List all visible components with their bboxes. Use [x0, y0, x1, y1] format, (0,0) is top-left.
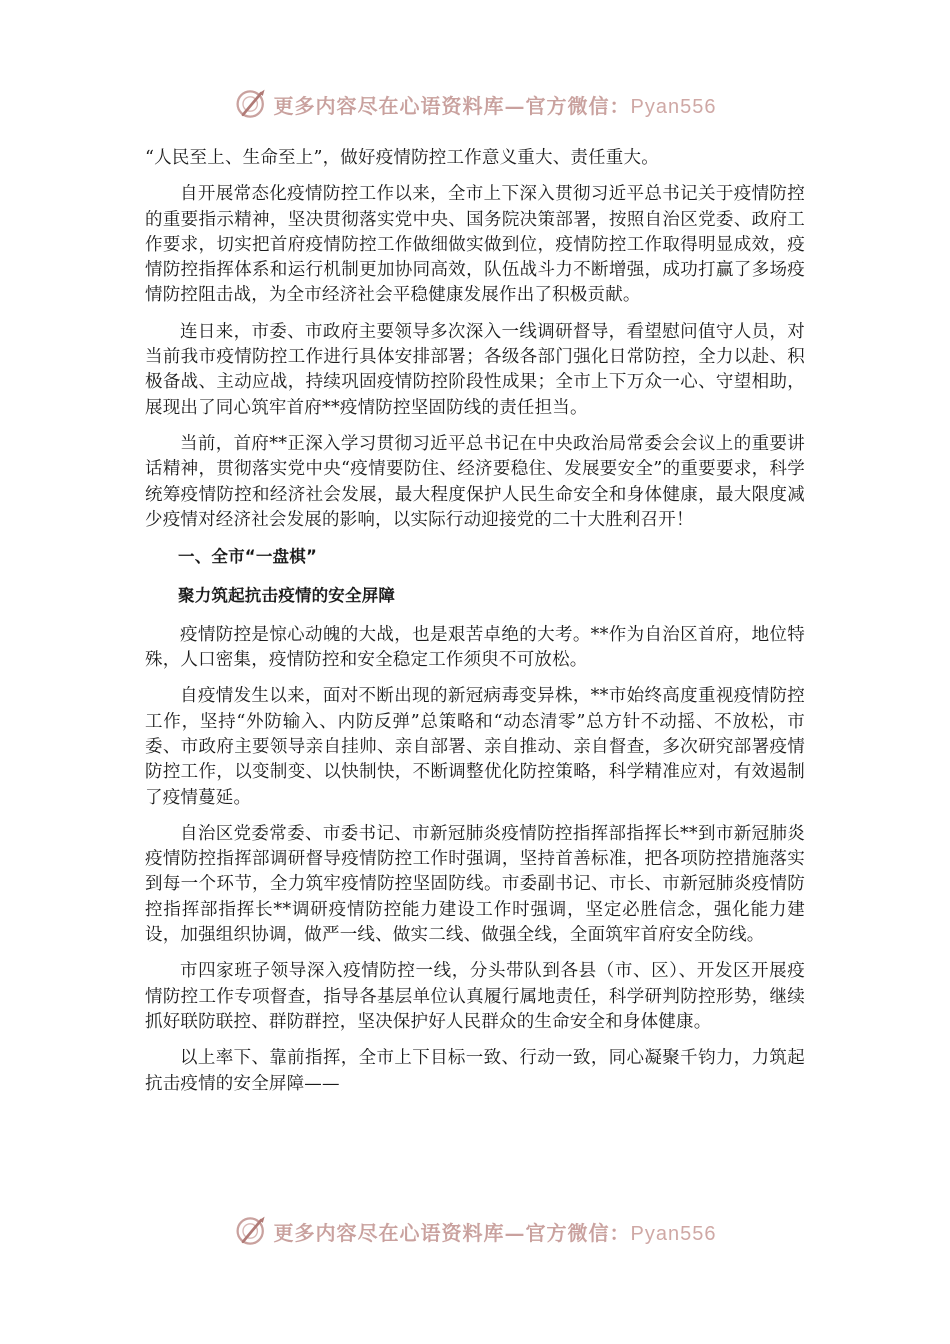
- paragraph-continued: “人民至上、生命至上”，做好疫情防控工作意义重大、责任重大。: [145, 148, 659, 168]
- watermark-wechat-id: Pyan556: [630, 95, 717, 118]
- watermark-label: 更多内容尽在心语资料库—官方微信：: [273, 1220, 631, 1245]
- paragraph: 自治区党委常委、市委书记、市新冠肺炎疫情防控指挥部指挥长**到市新冠肺炎疫情防控指挥部调研督导疫情防控工作时强调，坚持首善标准，把各项防控措施落实到每一个环节，全力筑牢疫情防控坚固防线。市委副书记、市长、市新冠肺炎疫情防控指挥部指挥长**调研疫情防控能力建设工作时强调，坚定必胜信念，强化能力建设，加强组织协调，做严一线、做实二线、做强全线，全面筑牢首府安全防线。: [145, 823, 805, 946]
- section-heading: 一、全市“一盘棋”: [178, 547, 317, 567]
- paragraph: 疫情防控是惊心动魄的大战，也是艰苦卓绝的大考。**作为自治区首府，地位特殊，人口密集，疫情防控和安全稳定工作须臾不可放松。: [145, 624, 805, 671]
- watermark-banner-bottom: [0, 1211, 950, 1251]
- paragraph: 自开展常态化疫情防控工作以来，全市上下深入贯彻习近平总书记关于疫情防控的重要指示精神，坚决贯彻落实党中央、国务院决策部署，按照自治区党委、政府工作要求，切实把首府疫情防控工作做细做实做到位，疫情防控工作取得明显成效，疫情防控指挥体系和运行机制更加协同高效，队伍战斗力不断增强，成功打赢了多场疫情防控阻击战，为全市经济社会平稳健康发展作出了积极贡献。: [145, 184, 805, 306]
- watermark-banner-top: [0, 84, 950, 124]
- paragraph: 以上率下、靠前指挥，全市上下目标一致、行动一致，同心凝聚千钧力，力筑起抗击疫情的安全屏障——: [145, 1048, 805, 1094]
- paragraph: 当前，首府**正深入学习贯彻习近平总书记在中央政治局常委会会议上的重要讲话精神，贯彻落实党中央“疫情要防住、经济要稳住、发展要安全”的重要要求，科学统筹疫情防控和经济社会发展，最大程度保护人民生命安全和身体健康，最大限度减少疫情对经济社会发展的影响，以实际行动迎接党的二十大胜利召开！: [145, 433, 805, 530]
- paragraph: 连日来，市委、市政府主要领导多次深入一线调研督导，看望慰问值守人员，对当前我市疫情防控工作进行具体安排部署；各级各部门强化日常防控，全力以赴、积极备战、主动应战，持续巩固疫情防控阶段性成果；全市上下万众一心、守望相助，展现出了同心筑牢首府**疫情防控坚固防线的责任担当。: [145, 321, 805, 418]
- document-body: [145, 146, 805, 1108]
- paragraph: 市四家班子领导深入疫情防控一线，分头带队到各县（市、区）、开发区开展疫情防控工作专项督查，指导各基层单位认真履行属地责任，科学研判防控形势，继续抓好联防联控、群防群控，坚决保护好人民群众的生命安全和身体健康。: [145, 961, 805, 1032]
- watermark-text: [274, 1217, 717, 1246]
- watermark-text: [274, 90, 717, 119]
- watermark-label: 更多内容尽在心语资料库—官方微信：: [273, 93, 631, 118]
- watermark-logo-icon: [234, 86, 270, 122]
- watermark-logo-icon: [234, 1213, 270, 1249]
- paragraph: 自疫情发生以来，面对不断出现的新冠病毒变异株，**市始终高度重视疫情防控工作，坚持“外防输入、内防反弹”总策略和“动态清零”总方针不动摇、不放松，市委、市政府主要领导亲自挂帅、亲自部署、亲自推动、亲自督查，多次研究部署疫情防控工作，以变制变、以快制快，不断调整优化防控策略，科学精准应对，有效遏制了疫情蔓延。: [145, 686, 805, 808]
- watermark-wechat-id: Pyan556: [630, 1222, 717, 1245]
- section-subheading: 聚力筑起抗击疫情的安全屏障: [178, 586, 396, 606]
